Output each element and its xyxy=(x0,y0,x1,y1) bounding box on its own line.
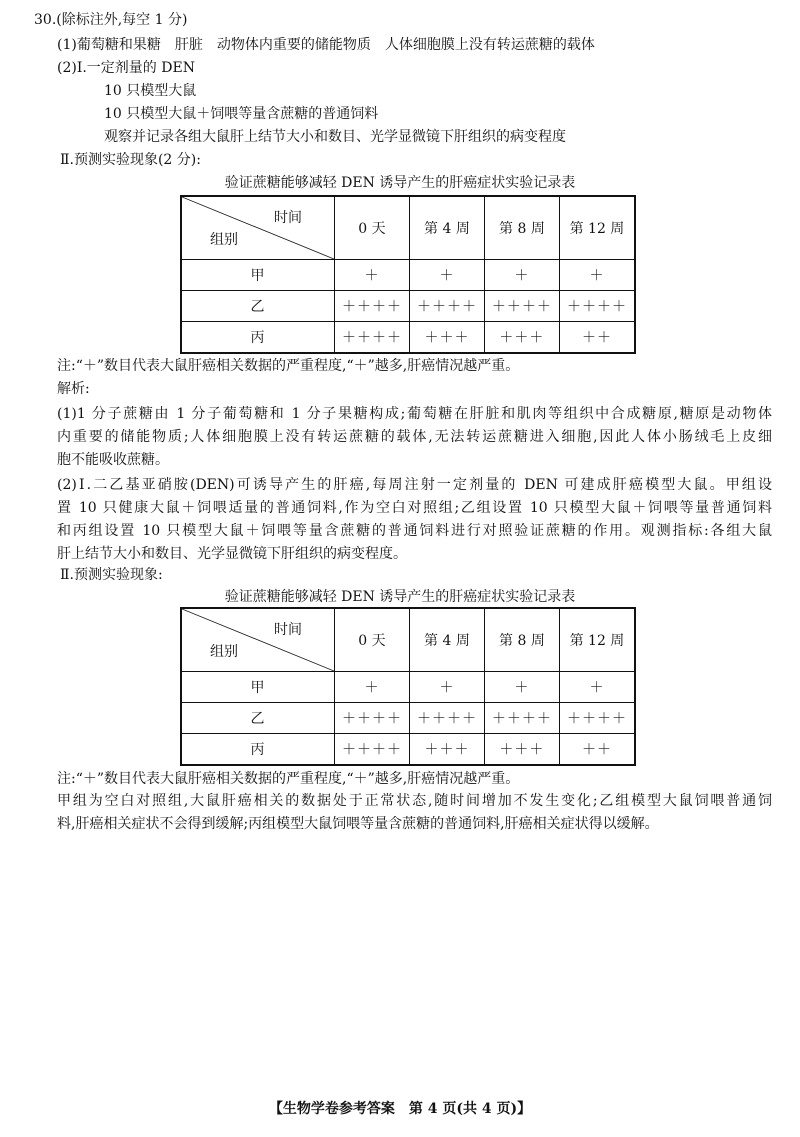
analysis-text: 内重要的储能物质;人体细胞膜上没有转运蔗糖的载体,无法转运蔗糖进入细胞,因此人体小肠绒毛上皮细 xyxy=(57,429,772,445)
answer-item: 10 只模型大鼠＋饲喂等量含蔗糖的普通饲料 xyxy=(104,106,379,122)
diagonal-line xyxy=(182,197,334,259)
severity-cell: ＋＋＋ xyxy=(484,734,559,766)
diagonal-line xyxy=(182,609,334,671)
column-header: 0 天 xyxy=(335,196,410,260)
severity-cell: ＋＋＋＋ xyxy=(559,291,635,322)
column-header: 第 4 周 xyxy=(409,196,484,260)
conclusion-text: 甲组为空白对照组,大鼠肝癌相关的数据处于正常状态,随时间增加不发生变化;乙组模型大鼠饲喂普通饲 xyxy=(57,793,772,809)
column-header: 0 天 xyxy=(335,608,410,672)
severity-cell: ＋＋＋＋ xyxy=(409,703,484,734)
severity-cell: ＋＋＋＋ xyxy=(559,703,635,734)
group-cell: 乙 xyxy=(181,291,335,322)
corner-time-label: 时间 xyxy=(274,210,302,226)
severity-cell: ＋ xyxy=(335,672,410,703)
severity-cell: ＋＋＋＋ xyxy=(484,291,559,322)
severity-cell: ＋ xyxy=(484,260,559,291)
answer-part-1: (1)葡萄糖和果糖 肝脏 动物体内重要的储能物质 人体细胞膜上没有转运蔗糖的载体 xyxy=(57,37,595,53)
severity-cell: ＋ xyxy=(335,260,410,291)
severity-cell: ＋＋＋＋ xyxy=(335,703,410,734)
column-header: 第 8 周 xyxy=(484,608,559,672)
severity-cell: ＋＋ xyxy=(559,322,635,354)
severity-cell: ＋ xyxy=(409,672,484,703)
analysis-text: (1)1 分子蔗糖由 1 分子葡萄糖和 1 分子果糖构成;葡萄糖在肝脏和肌肉等组织中合成糖原,糖原是动物体 xyxy=(57,406,772,422)
severity-cell: ＋＋＋＋ xyxy=(335,734,410,766)
page-footer: 【生物学卷参考答案 第 4 页(共 4 页)】 xyxy=(268,1101,532,1117)
severity-cell: ＋ xyxy=(559,260,635,291)
record-table xyxy=(180,195,636,354)
column-header: 第 12 周 xyxy=(559,196,635,260)
analysis-text: 肝上结节大小和数目、光学显微镜下肝组织的病变程度。 xyxy=(57,546,407,562)
table-corner-cell xyxy=(181,608,335,672)
group-cell: 乙 xyxy=(181,703,335,734)
column-header: 第 8 周 xyxy=(484,196,559,260)
severity-cell: ＋ xyxy=(409,260,484,291)
answer-item: 观察并记录各组大鼠肝上结节大小和数目、光学显微镜下肝组织的病变程度 xyxy=(104,129,566,145)
table-row xyxy=(181,260,635,291)
group-cell: 甲 xyxy=(181,672,335,703)
severity-cell: ＋＋＋＋ xyxy=(335,322,410,354)
predict-heading: Ⅱ.预测实验现象(2 分): xyxy=(60,152,201,168)
table-row xyxy=(181,672,635,703)
predict-heading: Ⅱ.预测实验现象: xyxy=(60,567,163,583)
analysis-text: (2)Ⅰ.二乙基亚硝胺(DEN)可诱导产生的肝癌,每周注射一定剂量的 DEN 可建成肝癌模型大鼠。甲组设 xyxy=(57,477,772,493)
record-table xyxy=(180,607,636,766)
severity-cell: ＋＋＋＋ xyxy=(335,291,410,322)
column-header: 第 12 周 xyxy=(559,608,635,672)
table-title: 验证蔗糖能够减轻 DEN 诱导产生的肝癌症状实验记录表 xyxy=(224,175,576,191)
table-corner-cell xyxy=(181,196,335,260)
group-cell: 丙 xyxy=(181,322,335,354)
severity-cell: ＋＋＋ xyxy=(484,322,559,354)
table-row xyxy=(181,322,635,354)
severity-cell: ＋ xyxy=(484,672,559,703)
group-cell: 丙 xyxy=(181,734,335,766)
answer-item: 10 只模型大鼠 xyxy=(104,83,197,99)
corner-time-label: 时间 xyxy=(274,622,302,638)
group-cell: 甲 xyxy=(181,260,335,291)
corner-group-label: 组别 xyxy=(210,644,238,660)
severity-cell: ＋＋＋＋ xyxy=(484,703,559,734)
analysis-text: 胞不能吸收蔗糖。 xyxy=(57,452,169,468)
conclusion-text: 料,肝癌相关症状不会得到缓解;丙组模型大鼠饲喂等量含蔗糖的普通饲料,肝癌相关症状得以缓解。 xyxy=(57,816,659,832)
severity-cell: ＋＋＋＋ xyxy=(409,291,484,322)
severity-cell: ＋＋＋ xyxy=(409,322,484,354)
question-header: 30.(除标注外,每空 1 分) xyxy=(34,12,188,28)
analysis-text: 和丙组设置 10 只模型大鼠＋饲喂等量含蔗糖的普通饲料进行对照验证蔗糖的作用。观测指标:各组大鼠 xyxy=(57,523,772,539)
analysis-text: 置 10 只健康大鼠＋饲喂适量的普通饲料,作为空白对照组;乙组设置 10 只模型大鼠＋饲喂等量普通饲料 xyxy=(57,500,772,516)
table-row xyxy=(181,734,635,766)
severity-cell: ＋＋ xyxy=(559,734,635,766)
analysis-heading: 解析: xyxy=(57,381,90,397)
answer-part-2-intro: (2)Ⅰ.一定剂量的 DEN xyxy=(57,60,195,76)
table-title: 验证蔗糖能够减轻 DEN 诱导产生的肝癌症状实验记录表 xyxy=(224,589,576,605)
table-note: 注:“＋”数目代表大鼠肝癌相关数据的严重程度,“＋”越多,肝癌情况越严重。 xyxy=(57,771,520,787)
severity-cell: ＋ xyxy=(559,672,635,703)
corner-group-label: 组别 xyxy=(210,232,238,248)
table-row xyxy=(181,703,635,734)
column-header: 第 4 周 xyxy=(409,608,484,672)
table-note: 注:“＋”数目代表大鼠肝癌相关数据的严重程度,“＋”越多,肝癌情况越严重。 xyxy=(57,358,520,374)
severity-cell: ＋＋＋ xyxy=(409,734,484,766)
table-row xyxy=(181,291,635,322)
